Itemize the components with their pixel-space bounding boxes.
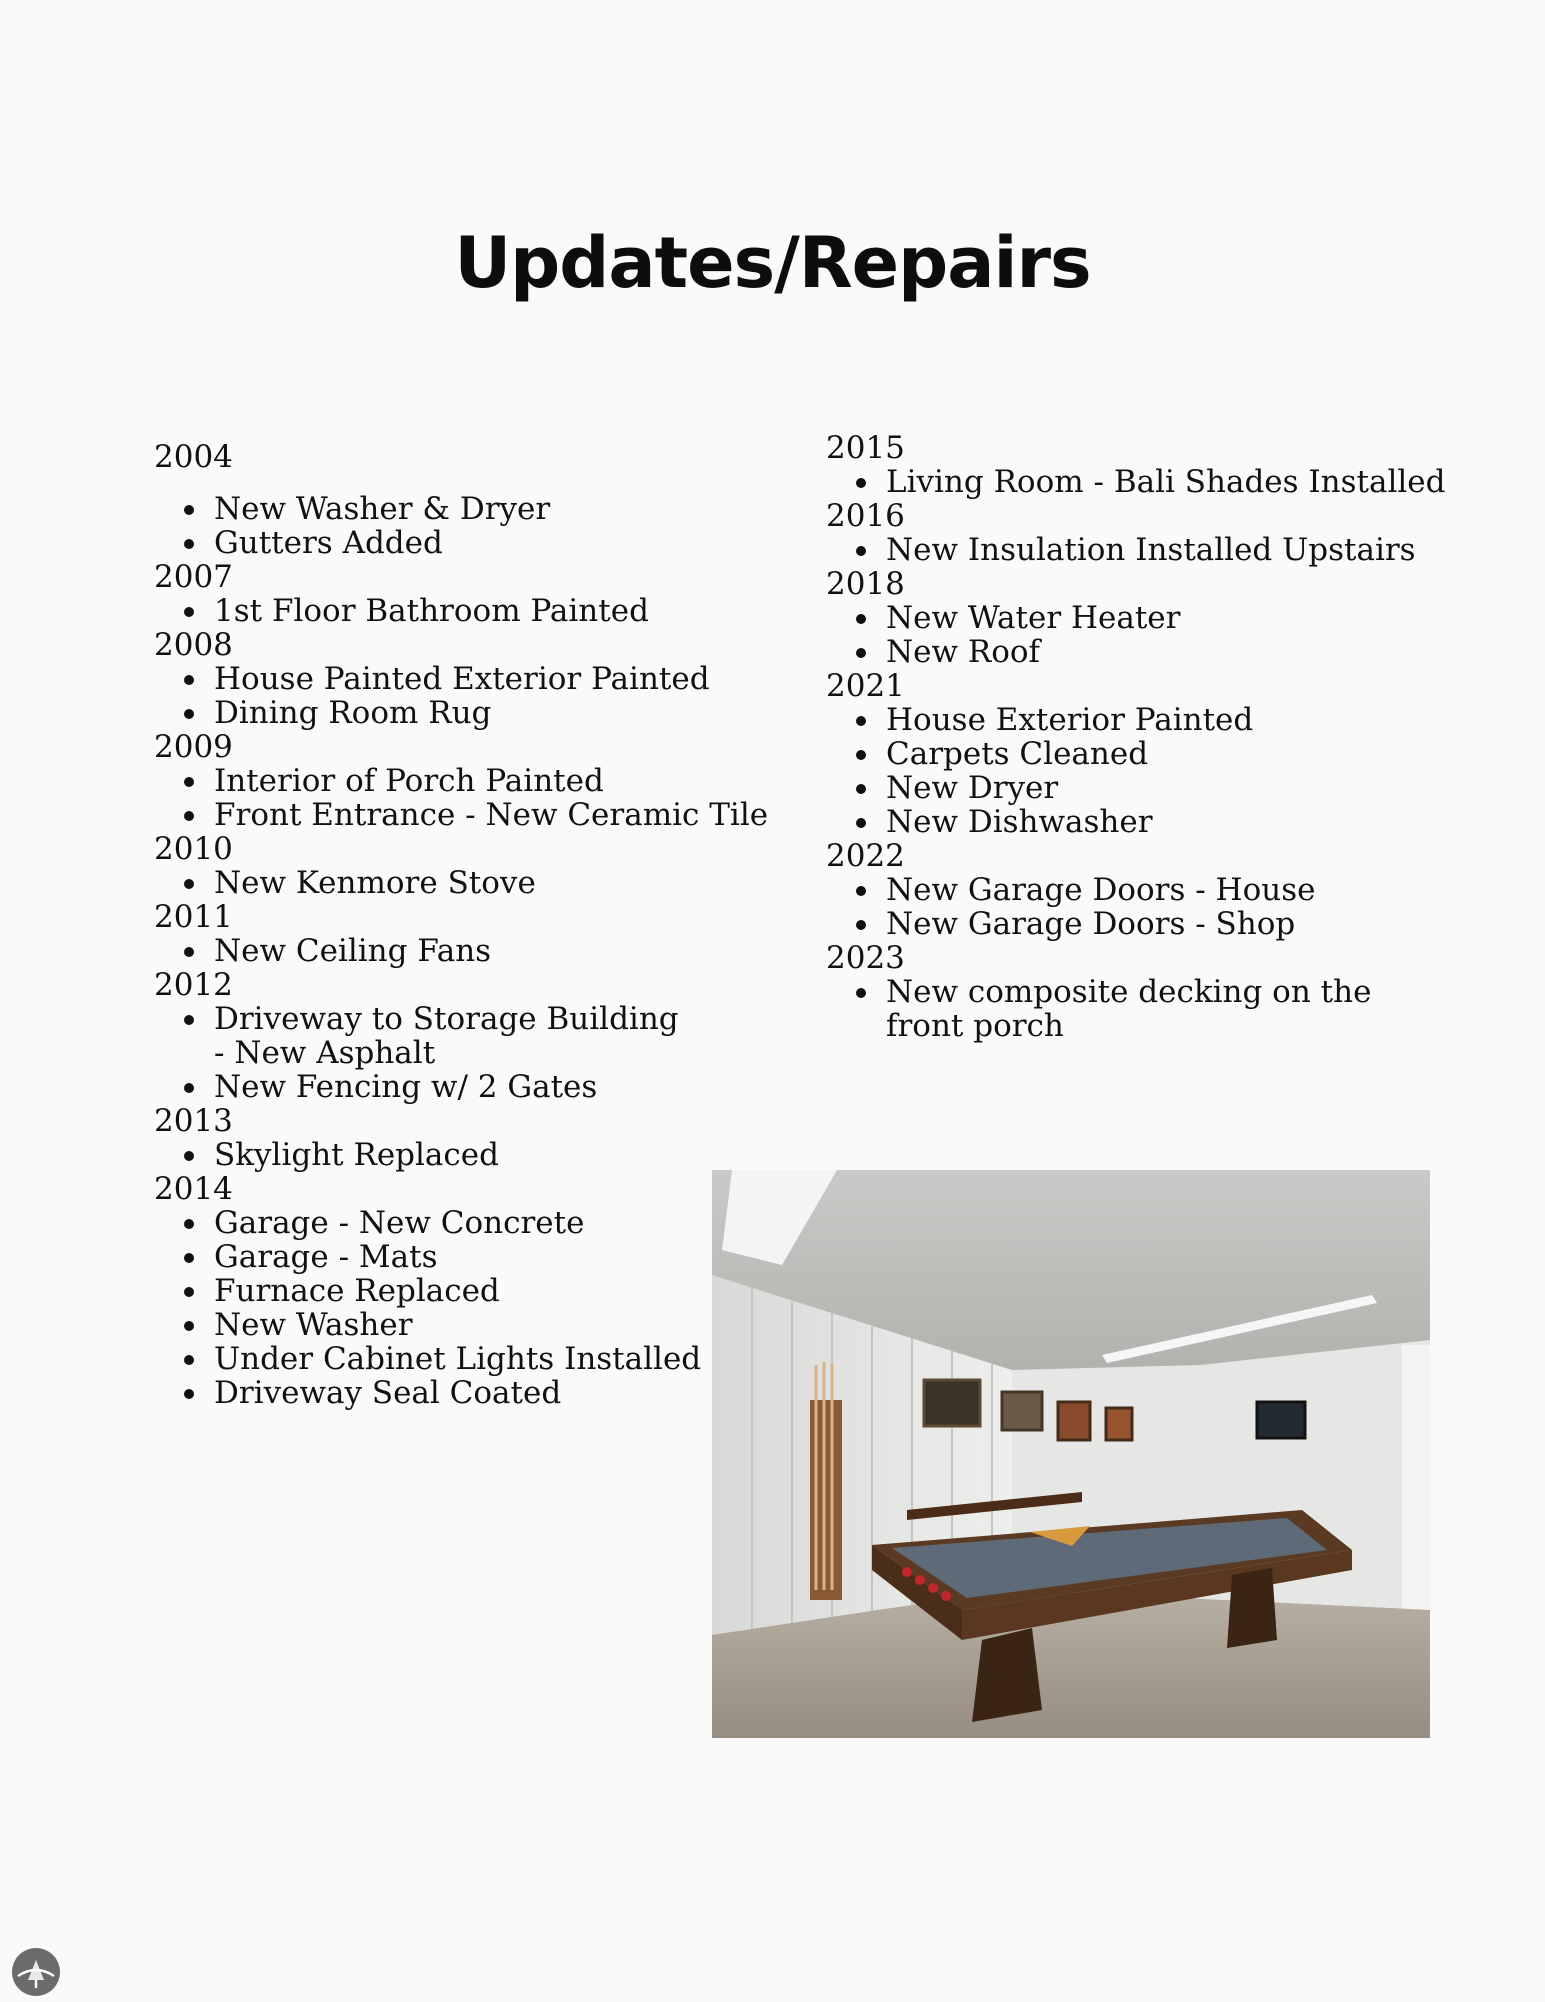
right-column bbox=[826, 431, 1466, 1043]
billiard-room-illustration bbox=[712, 1170, 1430, 1738]
page-title: Updates/Repairs bbox=[454, 222, 1091, 304]
item-list bbox=[826, 601, 1466, 669]
item-list bbox=[826, 703, 1466, 839]
item-list bbox=[154, 934, 774, 968]
tree-logo-icon bbox=[10, 1946, 62, 1998]
list-item: Interior of Porch Painted bbox=[214, 764, 774, 798]
year-heading: 2021 bbox=[826, 668, 905, 704]
list-item: Driveway to Storage Building - New Asphalt bbox=[214, 1002, 694, 1070]
year-heading: 2013 bbox=[154, 1103, 233, 1139]
year-heading: 2010 bbox=[154, 831, 233, 867]
list-item: 1st Floor Bathroom Painted bbox=[214, 594, 774, 628]
year-heading: 2015 bbox=[826, 430, 905, 466]
item-list bbox=[154, 1002, 774, 1104]
year-heading: 2011 bbox=[154, 899, 233, 935]
item-list bbox=[154, 866, 774, 900]
list-item: New Garage Doors - Shop bbox=[886, 907, 1466, 941]
item-list bbox=[826, 873, 1466, 941]
left-column bbox=[154, 440, 774, 1410]
list-item: Living Room - Bali Shades Installed bbox=[886, 465, 1466, 499]
list-item: Gutters Added bbox=[214, 526, 774, 560]
list-item: New Fencing w/ 2 Gates bbox=[214, 1070, 774, 1104]
item-list bbox=[826, 465, 1466, 499]
year-heading: 2004 bbox=[154, 439, 233, 475]
item-list bbox=[154, 492, 774, 560]
year-heading: 2012 bbox=[154, 967, 233, 1003]
item-list bbox=[154, 764, 774, 832]
list-item: New Garage Doors - House bbox=[886, 873, 1466, 907]
list-item: Dining Room Rug bbox=[214, 696, 774, 730]
item-list bbox=[154, 1138, 774, 1172]
list-item: New composite decking on the front porch bbox=[886, 975, 1386, 1043]
list-item: New Kenmore Stove bbox=[214, 866, 774, 900]
year-heading: 2018 bbox=[826, 566, 905, 602]
list-item: New Roof bbox=[886, 635, 1466, 669]
list-item: House Painted Exterior Painted bbox=[214, 662, 774, 696]
list-item: Garage - New Concrete bbox=[214, 1206, 774, 1240]
year-heading: 2016 bbox=[826, 498, 905, 534]
list-item: House Exterior Painted bbox=[886, 703, 1466, 737]
item-list bbox=[826, 975, 1466, 1043]
game-room-photo bbox=[712, 1170, 1430, 1738]
item-list bbox=[154, 662, 774, 730]
list-item: New Ceiling Fans bbox=[214, 934, 774, 968]
list-item: Skylight Replaced bbox=[214, 1138, 774, 1172]
list-item: Carpets Cleaned bbox=[886, 737, 1466, 771]
list-item: New Dryer bbox=[886, 771, 1466, 805]
item-list bbox=[154, 594, 774, 628]
list-item: New Washer bbox=[214, 1308, 774, 1342]
list-item: Garage - Mats bbox=[214, 1240, 774, 1274]
list-item: Front Entrance - New Ceramic Tile bbox=[214, 798, 774, 832]
year-heading: 2023 bbox=[826, 940, 905, 976]
list-item: New Washer & Dryer bbox=[214, 492, 774, 526]
year-heading: 2014 bbox=[154, 1171, 233, 1207]
year-heading: 2008 bbox=[154, 627, 233, 663]
list-item: New Dishwasher bbox=[886, 805, 1466, 839]
year-heading: 2007 bbox=[154, 559, 233, 595]
list-item: Under Cabinet Lights Installed bbox=[214, 1342, 774, 1376]
list-item: Furnace Replaced bbox=[214, 1274, 774, 1308]
item-list bbox=[154, 1206, 774, 1410]
list-item: New Water Heater bbox=[886, 601, 1466, 635]
year-heading: 2022 bbox=[826, 838, 905, 874]
year-heading: 2009 bbox=[154, 729, 233, 765]
list-item: Driveway Seal Coated bbox=[214, 1376, 774, 1410]
item-list bbox=[826, 533, 1466, 567]
list-item: New Insulation Installed Upstairs bbox=[886, 533, 1466, 567]
